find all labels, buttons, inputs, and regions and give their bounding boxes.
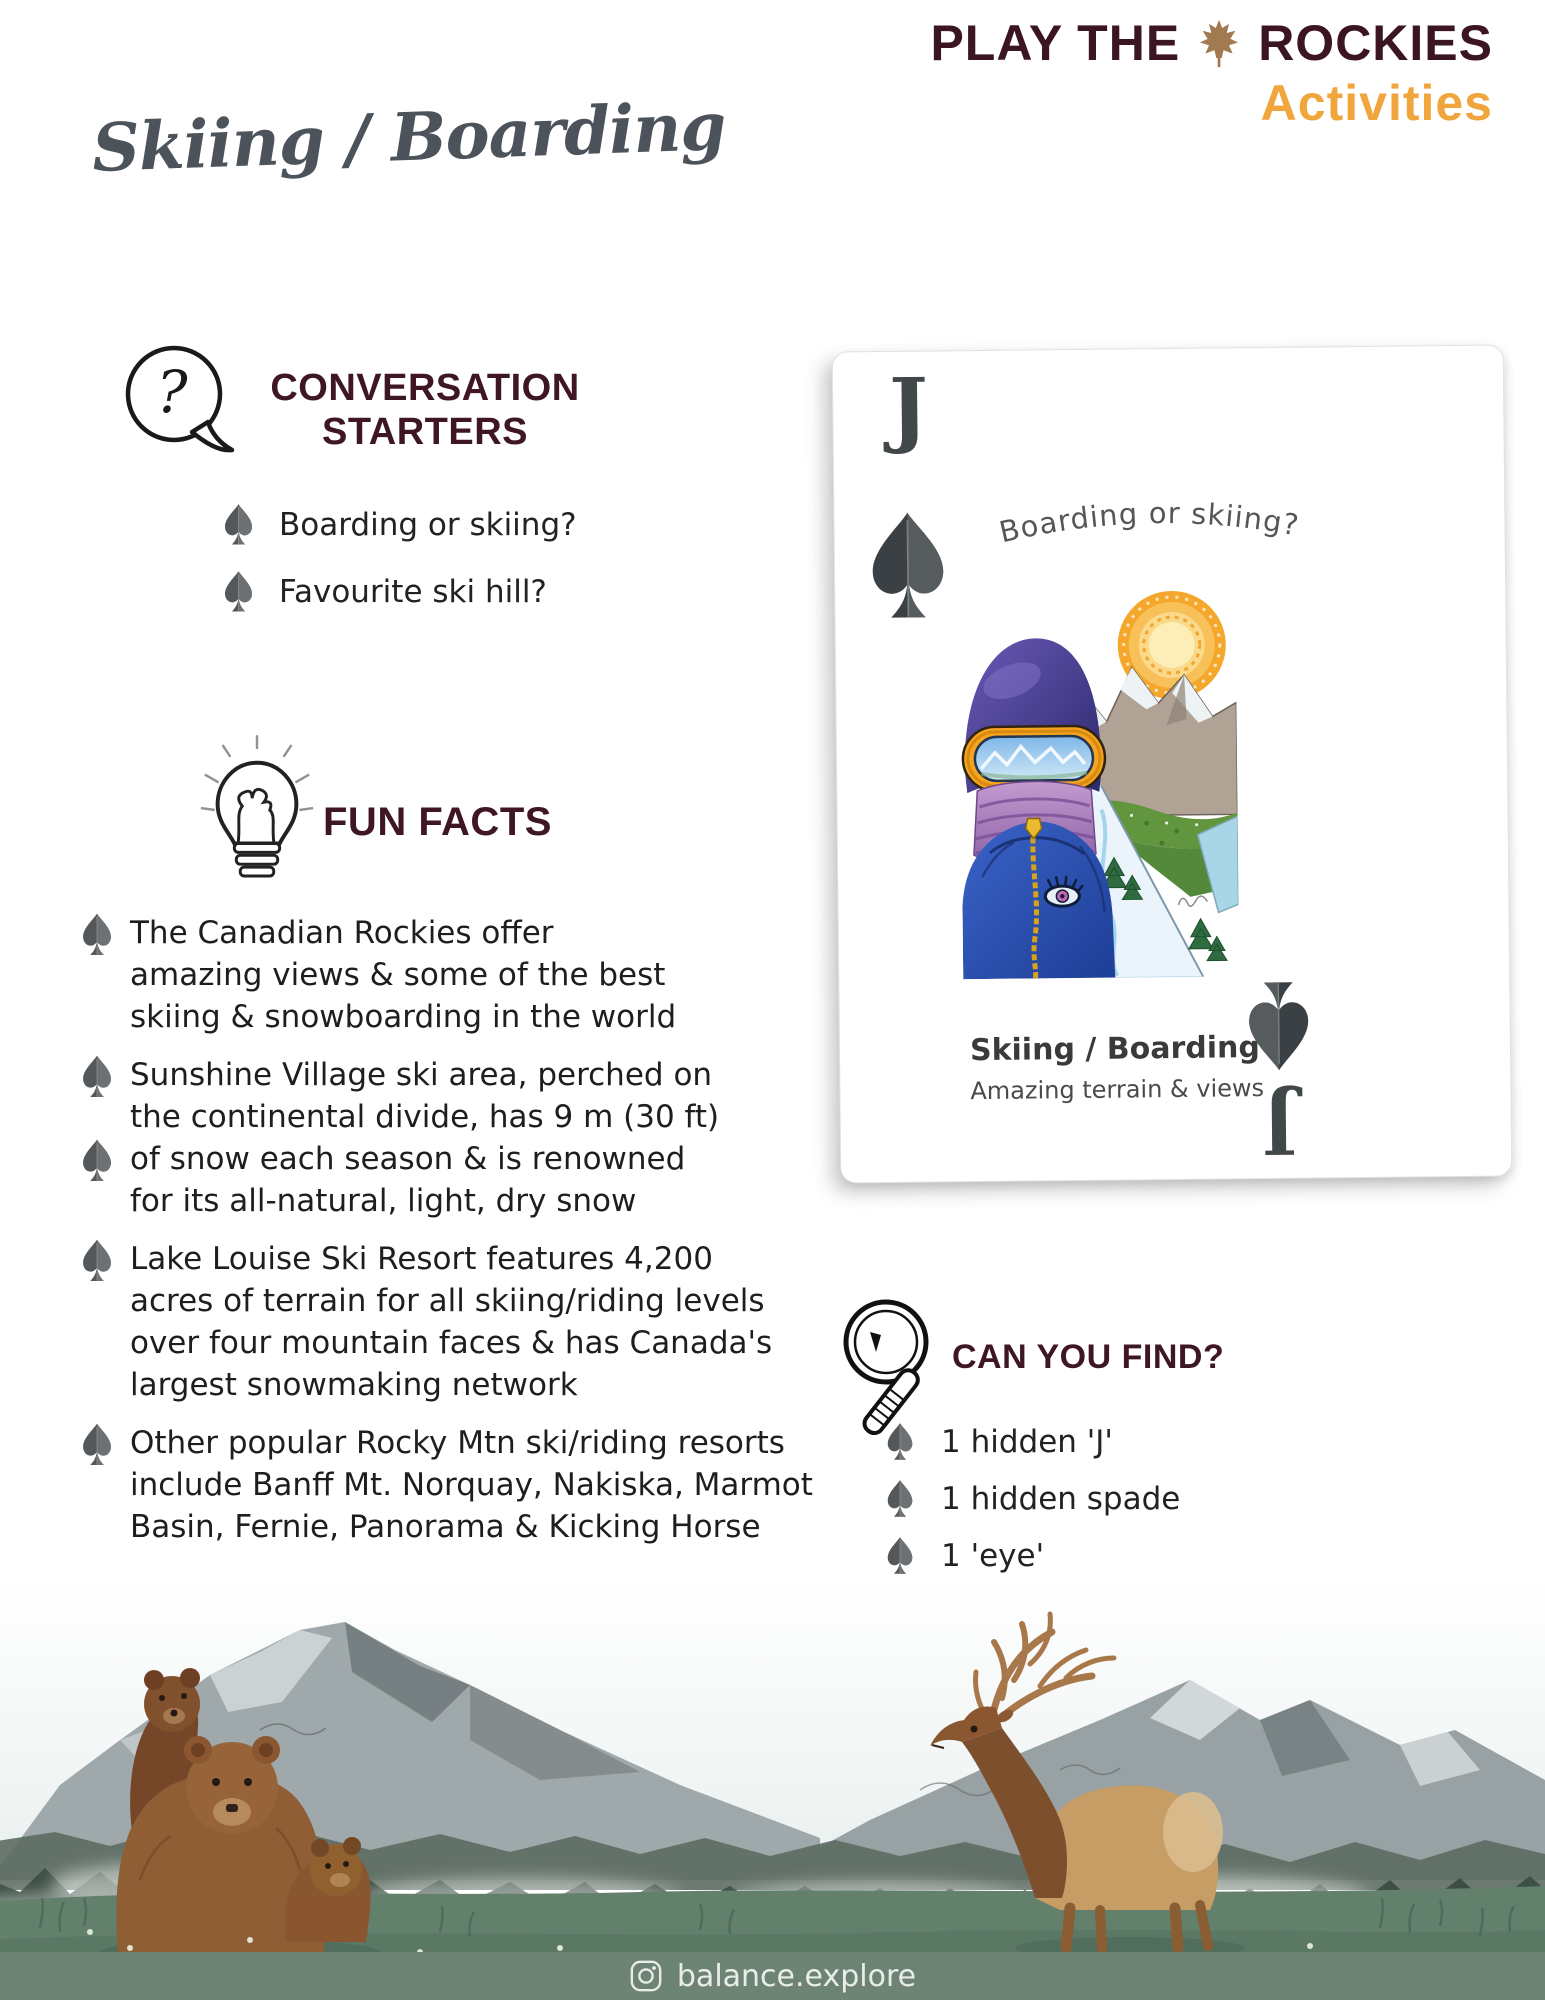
- list-item: [885, 1477, 1180, 1521]
- brand: [930, 14, 1493, 72]
- social-handle: balance.explore: [676, 1958, 917, 1994]
- fun-fact-line: amazing views & some of the best: [130, 957, 666, 993]
- maple-leaf-icon: [1196, 18, 1242, 68]
- bottom-scene-illustration: [0, 1580, 1545, 2000]
- header: [930, 14, 1493, 132]
- list-item: [885, 1420, 1180, 1464]
- spade-icon: [222, 503, 255, 547]
- fun-fact-line: Basin, Fernie, Panorama & Kicking Horse: [130, 1509, 761, 1545]
- fun-fact-line: skiing & snowboarding in the world: [130, 999, 677, 1035]
- conversation-starters-heading: [235, 366, 615, 454]
- brand-prefix: PLAY THE: [930, 15, 1181, 71]
- footer: [0, 1952, 1545, 2000]
- artist-signature: [1178, 896, 1207, 906]
- fun-fact-line: over four mountain faces & has Canada's: [130, 1325, 773, 1361]
- instagram-icon: [629, 1959, 663, 1993]
- conversation-starters-heading-line1: CONVERSATION: [270, 367, 580, 409]
- fun-fact-line: the continental divide, has 9 m (30 ft): [130, 1099, 720, 1135]
- fun-facts-heading: FUN FACTS: [323, 800, 552, 844]
- can-you-find-list: [885, 1420, 1180, 1591]
- fun-fact-line: Lake Louise Ski Resort features 4,200: [130, 1241, 713, 1277]
- fun-fact-line: of snow each season & is renowned: [130, 1141, 686, 1177]
- card-rank: J: [888, 360, 929, 457]
- find-label: 1 hidden 'J': [941, 1424, 1113, 1460]
- fun-fact-line: Sunshine Village ski area, perched on: [130, 1057, 713, 1093]
- card-tagline: [984, 477, 1315, 566]
- fun-fact-line: The Canadian Rockies offer: [130, 915, 554, 951]
- page-title: Skiing / Boarding: [90, 86, 727, 188]
- fun-fact-line: acres of terrain for all skiing/riding levels: [130, 1283, 765, 1319]
- list-item: [885, 1534, 1180, 1578]
- fun-fact-line: largest snowmaking network: [130, 1367, 578, 1403]
- fun-fact: [80, 1238, 800, 1406]
- card-rank: J: [1261, 1082, 1298, 1170]
- fun-facts-list: [80, 912, 813, 1564]
- can-you-find-heading: CAN YOU FIND?: [952, 1338, 1225, 1376]
- lightbulb-icon: [193, 733, 321, 891]
- spade-icon: [222, 570, 255, 614]
- playing-card-jack-of-spades: [832, 345, 1513, 1184]
- starter-label: Favourite ski hill?: [279, 574, 547, 610]
- starter-label: Boarding or skiing?: [279, 507, 577, 543]
- spade-icon: [1242, 964, 1315, 1087]
- snowboarder: [960, 638, 1116, 980]
- question-speech-bubble-icon: [120, 342, 238, 462]
- card-bottom-corner: [1237, 961, 1321, 1170]
- header-subtitle: Activities: [1260, 75, 1493, 131]
- card-title: Skiing / Boarding: [969, 1030, 1261, 1069]
- list-item: [222, 502, 577, 548]
- fun-fact: [80, 1422, 813, 1548]
- spade-icon: [885, 1479, 915, 1519]
- fun-fact: [80, 912, 800, 1038]
- snowboarder-illustration: [959, 574, 1239, 979]
- card-subtitle: Amazing terrain & views: [970, 1074, 1265, 1106]
- find-label: 1 hidden spade: [941, 1481, 1181, 1517]
- conversation-starters-heading-line2: STARTERS: [322, 411, 528, 453]
- conversation-starters-list: [222, 502, 577, 636]
- svg-text:?: ?: [156, 358, 188, 426]
- spade-icon: [885, 1536, 915, 1576]
- fun-fact-line: Other popular Rocky Mtn ski/riding resorts: [130, 1425, 785, 1461]
- fun-fact-line: for its all-natural, light, dry snow: [130, 1183, 637, 1219]
- spade-icon: [80, 912, 114, 958]
- spade-icon: [80, 1054, 114, 1100]
- brand-suffix: ROCKIES: [1258, 15, 1493, 71]
- fun-fact-line: include Banff Mt. Norquay, Nakiska, Marmot: [130, 1467, 813, 1503]
- fun-fact: [80, 1054, 800, 1138]
- list-item: [222, 569, 577, 615]
- spade-icon: [80, 1238, 114, 1284]
- svg-text:Boarding or skiing?: Boarding or skiing?: [996, 495, 1302, 550]
- spade-icon: [864, 493, 952, 640]
- spade-icon: [885, 1422, 915, 1462]
- fun-fact: [80, 1138, 800, 1222]
- spade-icon: [80, 1422, 114, 1468]
- spade-icon: [80, 1138, 114, 1184]
- find-label: 1 'eye': [941, 1538, 1045, 1574]
